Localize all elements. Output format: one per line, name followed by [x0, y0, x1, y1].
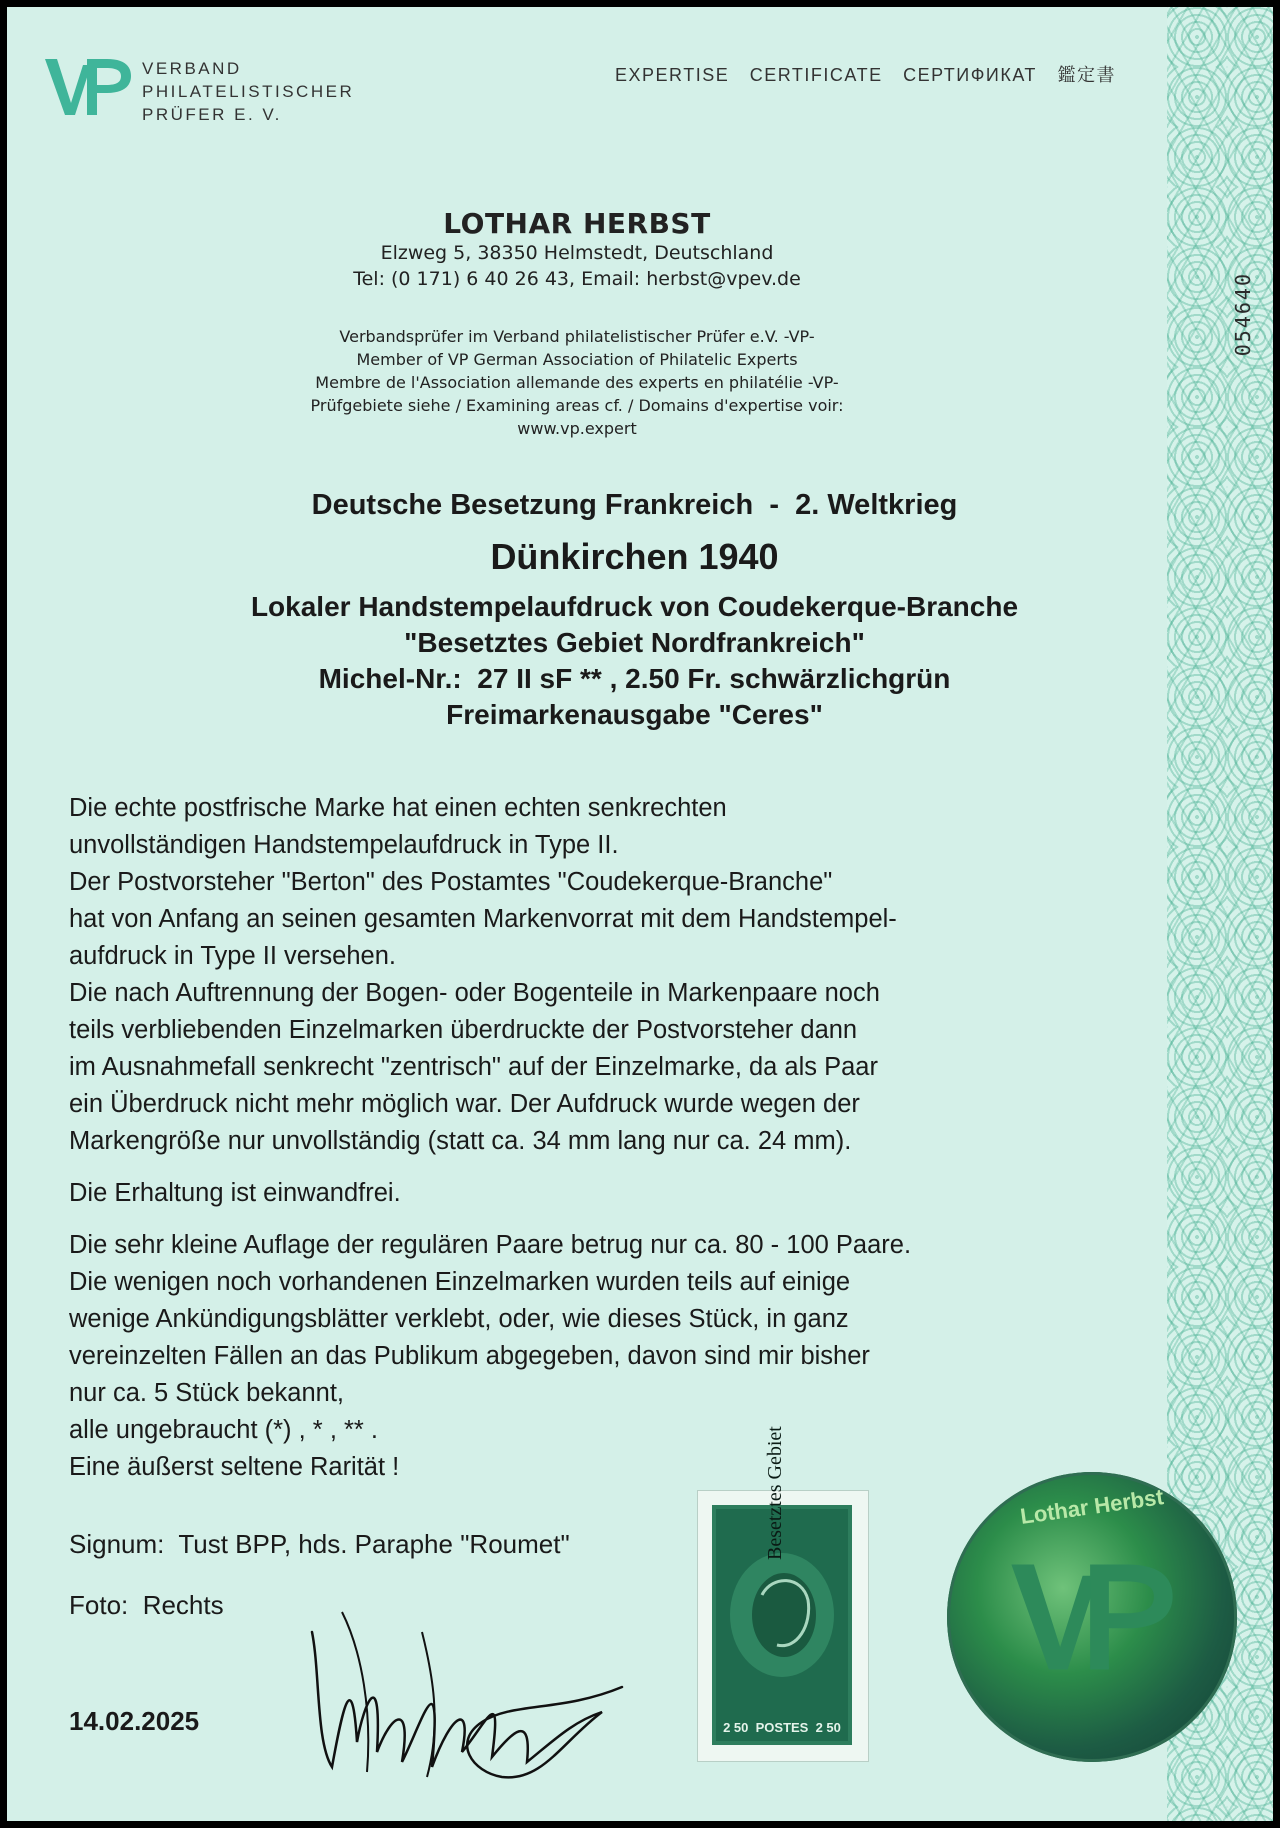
org-line: PRÜFER E. V. [142, 105, 282, 124]
certificate-word: EXPERTISE [615, 65, 730, 85]
examiner-name: LOTHAR HERBST [443, 207, 711, 240]
body-line: ein Überdruck nicht mehr möglich war. Der Aufdruck wurde wegen der [69, 1090, 860, 1118]
heading-title: Dünkirchen 1940 [490, 536, 779, 577]
membership-line: Member of VP German Association of Philatelic Experts [356, 350, 798, 369]
certificate-word: СЕРТИФИКАТ [903, 65, 1037, 85]
body-line: Der Postvorsteher "Berton" des Postamtes "Coudekerque-Branche" [69, 868, 833, 896]
hologram-vp-icon [1007, 1557, 1177, 1677]
body-line: alle ungebraucht (*) , * , ** . [69, 1416, 379, 1444]
vp-logo-icon [43, 55, 133, 119]
signum-line: Signum: Tust BPP, hds. Paraphe "Roumet" [69, 1529, 570, 1559]
stamp-value-label: 2 50 POSTES 2 50 [723, 1720, 841, 1735]
postage-stamp [712, 1426, 852, 1745]
hologram-text: Lothar Herbst [1018, 1484, 1166, 1529]
certificate-word: 鑑定書 [1057, 65, 1116, 85]
body-line: Die echte postfrische Marke hat einen echten senkrechten [69, 794, 727, 822]
certificate-titles [615, 61, 1130, 87]
heading-line-5: Michel-Nr.: 27 II sF ** , 2.50 Fr. schwärzlichgrün [318, 663, 951, 694]
body-line: Eine äußerst seltene Rarität ! [69, 1453, 400, 1481]
body-line: unvollständigen Handstempelaufdruck in Type II. [69, 831, 619, 859]
foto-line: Foto: Rechts [69, 1590, 224, 1620]
org-line: PHILATELISTISCHER [142, 82, 355, 101]
subject-heading [7, 485, 1262, 733]
examiner-contact: Tel: (0 171) 6 40 26 43, Email: herbst@vpev.de [353, 268, 801, 290]
body-line: nur ca. 5 Stück bekannt, [69, 1379, 344, 1407]
serial-number: 054640 [1231, 272, 1255, 357]
membership-line: Verbandsprüfer im Verband philatelistischer Prüfer e.V. -VP- [339, 327, 815, 346]
overprint-text: Besetztes Gebiet [764, 1426, 786, 1560]
body-line: vereinzelten Fällen an das Publikum abgegeben, davon sind mir bisher [69, 1342, 870, 1370]
heading-line-4: "Besetztes Gebiet Nordfrankreich" [404, 627, 865, 658]
examiner-address: Elzweg 5, 38350 Helmstedt, Deutschland [380, 242, 774, 264]
body-line: im Ausnahmefall senkrecht "zentrisch" auf der Einzelmarke, da als Paar [69, 1053, 878, 1081]
examiner-block [7, 207, 1147, 292]
body-line: Die wenigen noch vorhandenen Einzelmarken wurden teils auf einige [69, 1268, 851, 1296]
body-line: Markengröße nur unvollständig (statt ca. 34 mm lang nur ca. 24 mm). [69, 1127, 852, 1155]
body-line: Die sehr kleine Auflage der regulären Paare betrug nur ca. 80 - 100 Paare. [69, 1231, 912, 1259]
certificate-paper [7, 7, 1273, 1821]
org-line: VERBAND [142, 59, 242, 78]
organization-name [142, 57, 354, 126]
stamp-photo [697, 1426, 869, 1762]
body-line: hat von Anfang an seinen gesamten Markenvorrat mit dem Handstempel- [69, 905, 897, 933]
membership-block [7, 325, 1147, 440]
body-line: aufdruck in Type II versehen. [69, 942, 396, 970]
membership-link: www.vp.expert [517, 419, 637, 438]
certificate-date: 14.02.2025 [69, 1706, 200, 1736]
membership-line: Prüfgebiete siehe / Examining areas cf. / Domains d'expertise voir: [310, 396, 844, 415]
heading-line-6: Freimarkenausgabe "Ceres" [446, 699, 823, 730]
body-line: teils verbliebenden Einzelmarken überdruckte der Postvorsteher dann [69, 1016, 858, 1044]
body-line: wenige Ankündigungsblätter verklebt, oder, wie dieses Stück, in ganz [69, 1305, 849, 1333]
heading-line-1: Deutsche Besetzung Frankreich - 2. Weltkrieg [311, 489, 958, 521]
body-line: Die nach Auftrennung der Bogen- oder Bogenteile in Markenpaare noch [69, 979, 880, 1007]
hologram-seal [947, 1472, 1237, 1762]
condition-line: Die Erhaltung ist einwandfrei. [69, 1179, 401, 1207]
certificate-body [69, 790, 1169, 1486]
handwritten-signature [302, 1592, 632, 1792]
certificate-word: CERTIFICATE [749, 65, 883, 85]
membership-line: Membre de l'Association allemande des experts en philatélie -VP- [315, 373, 839, 392]
heading-line-3: Lokaler Handstempelaufdruck von Coudekerque-Branche [250, 591, 1019, 622]
